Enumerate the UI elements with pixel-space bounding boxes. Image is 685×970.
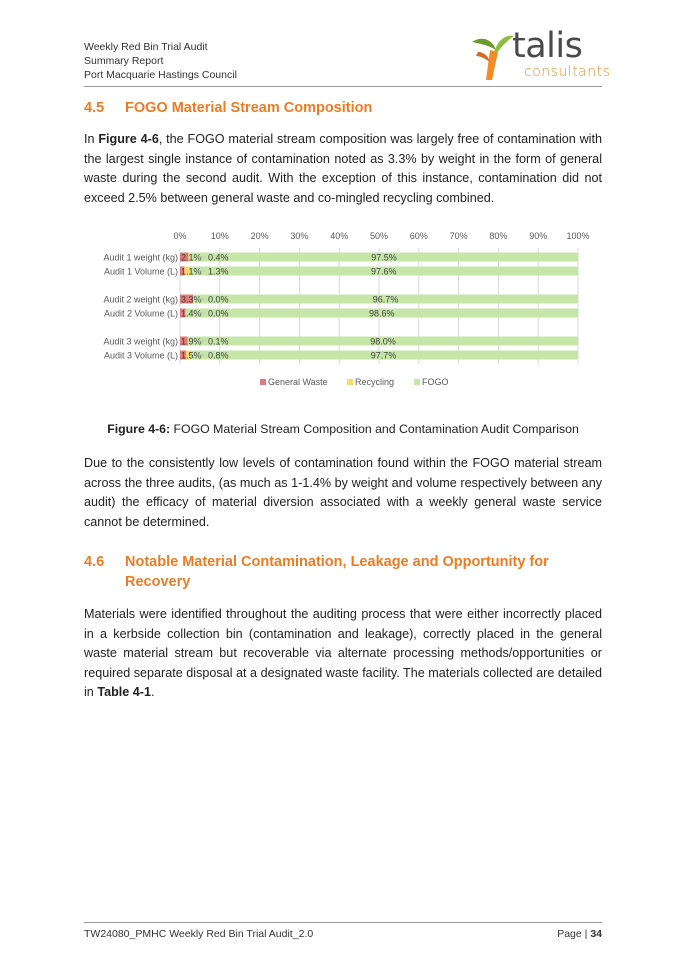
paragraph-text: , the FOGO material stream composition was largely free of contamination with the largest single instance of contamination noted as 3.3% by weight in the form of general waste during the second audit. With the exception of this instance, contamination did not exceed 2.5% between general waste and co-mingled recycling combined. xyxy=(84,132,602,205)
header-report-title: Weekly Red Bin Trial Audit xyxy=(84,41,208,53)
x-tick-label: 0% xyxy=(173,231,187,241)
x-tick-label: 50% xyxy=(369,231,389,241)
data-label-fogo: 98.0% xyxy=(370,336,396,347)
data-label-fogo: 98.6% xyxy=(369,308,395,319)
section-title: FOGO Material Stream Composition xyxy=(125,100,373,116)
legend-swatch xyxy=(347,379,353,385)
legend-item: General Waste xyxy=(268,377,328,387)
x-tick-label: 70% xyxy=(449,231,468,241)
chart-svg xyxy=(84,226,602,398)
page-number: 34 xyxy=(590,928,602,940)
x-tick-label: 60% xyxy=(409,231,428,241)
data-label-fogo: 97.7% xyxy=(370,350,397,361)
logo-subtitle: consultants xyxy=(524,64,611,80)
x-tick-label: 90% xyxy=(529,231,548,241)
table-reference: Table 4-1 xyxy=(97,685,151,699)
data-label-fogo: 97.6% xyxy=(371,266,397,277)
x-tick-label: 10% xyxy=(210,231,229,241)
talis-logo xyxy=(468,26,611,82)
section-title xyxy=(125,552,549,592)
section-title-line-2: Recovery xyxy=(125,574,191,590)
x-tick-label: 30% xyxy=(290,231,309,241)
data-label-recycling: 0.8% xyxy=(208,350,229,361)
category-label: Audit 1 Volume (L) xyxy=(103,266,178,277)
data-label-recycling: 1.3% xyxy=(208,266,229,277)
x-tick-label: 20% xyxy=(250,231,269,241)
x-tick-label: 40% xyxy=(330,231,349,241)
data-label-recycling: 0.4% xyxy=(208,252,229,263)
section-title-line-1: Notable Material Contamination, Leakage and Opportunity for xyxy=(125,554,549,570)
data-label-general-waste: 1.9% xyxy=(181,336,202,347)
paragraph-text: Materials were identified throughout the auditing process that were either incorrectly placed in a kerbside collection bin (contamination and leakage), correctly placed in the general waste material stream but recoverable via alternate processing methods/opportunities or required separate disposal at a designated waste facility. The materials collected are detailed in xyxy=(84,607,602,699)
data-label-general-waste: 3.3% xyxy=(181,294,202,305)
figure-reference: Figure 4-6 xyxy=(98,132,159,146)
paragraph-text: In xyxy=(84,132,99,146)
footer-document-id: TW24080_PMHC Weekly Red Bin Trial Audit_2.0 xyxy=(84,928,314,940)
figure-caption xyxy=(84,422,602,436)
category-label: Audit 3 Volume (L) xyxy=(103,350,178,361)
legend-item: FOGO xyxy=(422,377,449,387)
section-4-6-paragraph xyxy=(84,605,602,703)
legend-swatch xyxy=(414,379,420,385)
data-label-fogo: 97.5% xyxy=(371,252,397,263)
section-number: 4.5 xyxy=(84,100,105,116)
data-label-general-waste: 1.1% xyxy=(181,266,202,277)
page-label: Page | xyxy=(557,928,591,940)
data-label-general-waste: 2.1% xyxy=(181,252,202,263)
legend-item: Recycling xyxy=(355,377,395,387)
running-header xyxy=(84,40,237,82)
data-label-recycling: 0.1% xyxy=(208,336,229,347)
data-label-recycling: 0.0% xyxy=(208,294,229,305)
footer-page-number xyxy=(557,928,602,940)
header-report-type: Summary Report xyxy=(84,55,164,67)
section-heading-4-5 xyxy=(84,98,372,118)
figure-caption-text: FOGO Material Stream Composition and Contamination Audit Comparison xyxy=(170,422,579,436)
footer-divider xyxy=(84,922,602,923)
x-tick-label: 80% xyxy=(489,231,508,241)
category-label: Audit 2 Volume (L) xyxy=(103,308,178,319)
data-label-general-waste: 1.5% xyxy=(181,350,202,361)
category-label: Audit 1 weight (kg) xyxy=(103,252,178,263)
section-number: 4.6 xyxy=(84,554,105,570)
data-label-fogo: 96.7% xyxy=(372,294,399,305)
data-label-general-waste: 1.4% xyxy=(181,308,202,319)
post-figure-paragraph: Due to the consistently low levels of contamination found within the FOGO material stream across the three audits, (as much as 1-1.4% by weight and volume respectively between any audit) the efficacy of material diversion associated with a weekly general waste service cannot be determined. xyxy=(84,456,602,529)
header-council: Port Macquarie Hastings Council xyxy=(84,69,237,81)
figure-label: Figure 4-6: xyxy=(107,422,171,436)
data-label-recycling: 0.0% xyxy=(208,308,229,319)
section-heading-4-6 xyxy=(84,552,549,592)
category-label: Audit 3 weight (kg) xyxy=(103,336,178,347)
talis-logo-mark-icon xyxy=(468,30,514,82)
x-tick-label: 100% xyxy=(566,231,590,241)
stacked-bar-chart xyxy=(84,226,602,398)
logo-wordmark: talis xyxy=(512,26,583,66)
legend-swatch xyxy=(260,379,266,385)
paragraph-text: . xyxy=(150,685,155,699)
category-label: Audit 2 weight (kg) xyxy=(103,294,178,305)
section-4-5-paragraph xyxy=(84,130,602,208)
header-divider xyxy=(84,86,602,87)
